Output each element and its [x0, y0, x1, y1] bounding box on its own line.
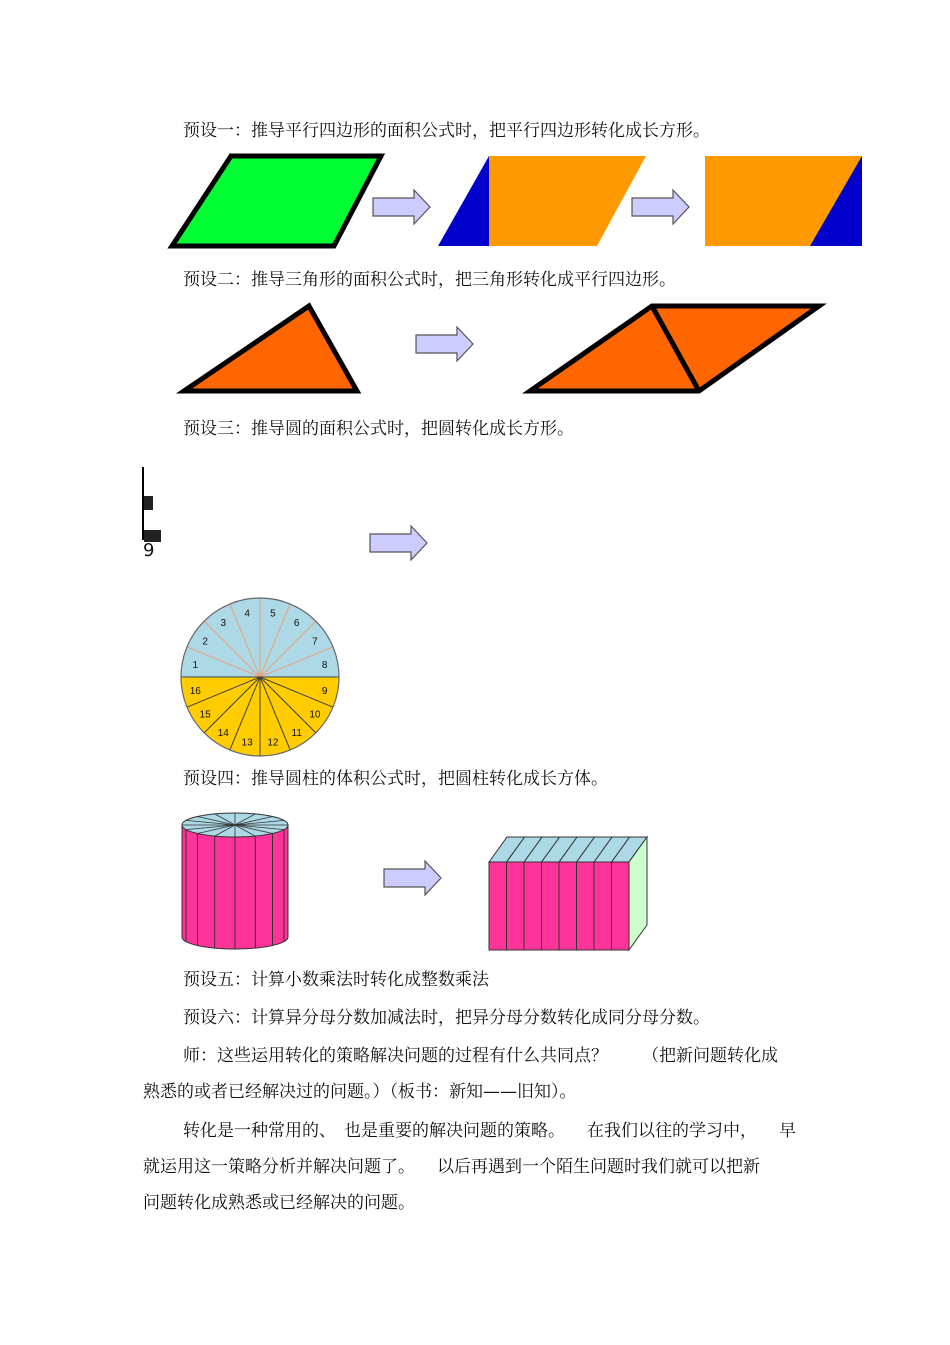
- circle-sector-label: 10: [309, 709, 321, 721]
- circle-sector-label: 16: [189, 685, 201, 697]
- slab-front: [524, 862, 542, 950]
- circle-sector-label: 15: [199, 709, 211, 721]
- summary-part-d: 早: [779, 1121, 796, 1141]
- teacher-answer-start: （把新问题转化成: [642, 1046, 778, 1066]
- slab-front: [507, 862, 525, 950]
- circle-sector-label: 7: [312, 636, 318, 648]
- circle-sector-label: 13: [241, 737, 253, 749]
- slab-front: [542, 862, 560, 950]
- circle-sector-label: 9: [321, 685, 328, 697]
- circle-sector-label: 2: [202, 636, 208, 648]
- teacher-line-2: 熟悉的或者已经解决过的问题。）（板书：新知——旧知）。: [143, 1082, 577, 1102]
- teacher-question: 师：这些运用转化的策略解决问题的过程有什么共同点？: [183, 1046, 608, 1066]
- right-arrow-5: [384, 861, 441, 895]
- slab-front: [594, 862, 612, 950]
- circle-sector-label: 5: [270, 608, 276, 620]
- summary-part-c: 在我们以往的学习中，: [587, 1121, 757, 1141]
- summary-line-1: [183, 1120, 796, 1142]
- slab-front: [559, 862, 577, 950]
- circle-sector-label: 4: [244, 608, 250, 620]
- preset-2-text: 预设二：推导三角形的面积公式时，把三角形转化成平行四边形。: [183, 270, 676, 290]
- preset-3-text: 预设三：推导圆的面积公式时，把圆转化成长方形。: [183, 419, 574, 439]
- preset-6-text: 预设六：计算异分母分数加减法时，把异分母分数转化成同分母分数。: [183, 1008, 710, 1028]
- preset-5-text: 预设五：计算小数乘法时转化成整数乘法: [183, 970, 489, 990]
- summary-part-a: 转化是一种常用的、: [183, 1121, 336, 1141]
- slab-front: [489, 862, 507, 950]
- summary-line-2: [143, 1156, 760, 1178]
- preset-4-text: 预设四：推导圆柱的体积公式时，把圆柱转化成长方体。: [183, 769, 608, 789]
- slab-front: [577, 862, 595, 950]
- circle-sector-label: 12: [267, 737, 279, 749]
- stack-label: 9: [143, 540, 155, 561]
- preset-1-text: 预设一：推导平行四边形的面积公式时，把平行四边形转化成长方形。: [183, 121, 710, 141]
- circle-sector-label: 6: [293, 618, 300, 630]
- summary-part-f: 以后再遇到一个陌生问题时我们就可以把新: [437, 1157, 760, 1177]
- summary-line-3: 问题转化成熟悉或已经解决的问题。: [143, 1193, 415, 1213]
- circle-sector-label: 11: [291, 727, 302, 739]
- circle-sector-label: 3: [220, 618, 227, 630]
- circle-sector-label: 14: [217, 727, 229, 739]
- summary-part-e: 就运用这一策略分析并解决问题了。: [143, 1157, 415, 1177]
- summary-part-b: 也是重要的解决问题的策略。: [344, 1121, 565, 1141]
- circle-sector-label: 1: [192, 660, 199, 672]
- teacher-line-1: [183, 1045, 778, 1067]
- circle-sector-label: 8: [321, 660, 328, 672]
- slab-front: [612, 862, 630, 950]
